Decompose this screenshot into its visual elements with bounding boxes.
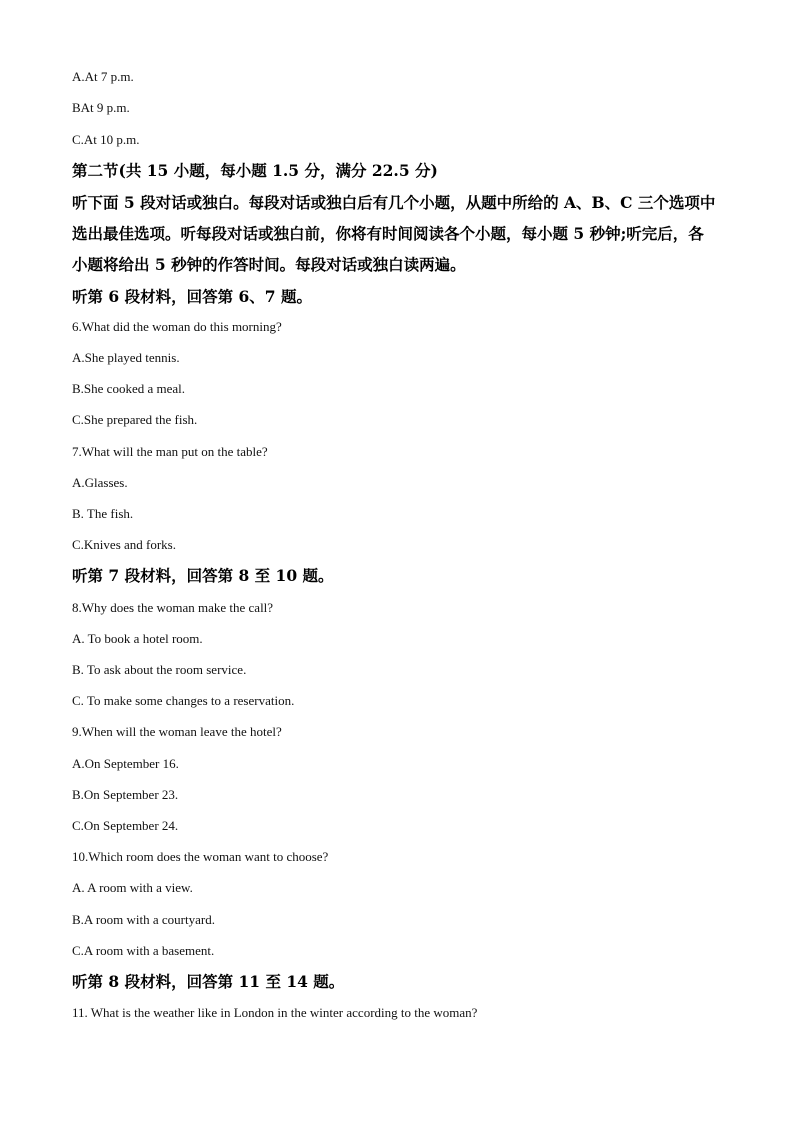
q8-text: 8.Why does the woman make the call? [72, 600, 274, 615]
q9-option-b: B.On September 23. [72, 787, 179, 802]
q5-option-b: BAt 9 p.m. [72, 100, 130, 115]
q5-option-a: A.At 7 p.m. [72, 69, 134, 84]
passage7-heading: 听第 7 段材料，回答第 8 至 10 题。 [72, 566, 334, 585]
q7-option-a: A.Glasses. [72, 475, 128, 490]
section-title: 第二节(共 15 小题，每小题 1.5 分，满分 22.5 分) [72, 161, 438, 180]
q7-option-c: C.Knives and forks. [72, 537, 176, 552]
q7-text: 7.What will the man put on the table? [72, 444, 268, 459]
q9-option-c: C.On September 24. [72, 818, 179, 833]
q10-text: 10.Which room does the woman want to choose? [72, 849, 329, 864]
passage8-heading: 听第 8 段材料，回答第 11 至 14 题。 [72, 972, 345, 991]
q10-option-b: B.A room with a courtyard. [72, 912, 215, 927]
passage6-heading: 听第 6 段材料，回答第 6、7 题。 [72, 287, 312, 306]
instructions-line-3: 小题将给出 5 秒钟的作答时间。每段对话或独白读两遍。 [72, 255, 466, 274]
instructions-line-1: 听下面 5 段对话或独白。每段对话或独白后有几个小题，从题中所给的 A、B、C 三个选项中 [72, 193, 716, 212]
q10-option-a: A. A room with a view. [72, 880, 193, 895]
q11-text: 11. What is the weather like in London in the winter according to the woman? [72, 1005, 478, 1020]
q10-option-c: C.A room with a basement. [72, 943, 215, 958]
q6-option-a: A.She played tennis. [72, 350, 180, 365]
q7-option-b: B. The fish. [72, 506, 134, 521]
q9-text: 9.When will the woman leave the hotel? [72, 724, 282, 739]
q6-text: 6.What did the woman do this morning? [72, 319, 282, 334]
q6-option-c: C.She prepared the fish. [72, 412, 198, 427]
q9-option-a: A.On September 16. [72, 756, 179, 771]
q8-option-b: B. To ask about the room service. [72, 662, 247, 677]
q6-option-b: B.She cooked a meal. [72, 381, 185, 396]
q8-option-a: A. To book a hotel room. [72, 631, 203, 646]
q5-option-c: C.At 10 p.m. [72, 132, 140, 147]
q8-option-c: C. To make some changes to a reservation. [72, 693, 295, 708]
instructions-line-2: 选出最佳选项。听每段对话或独白前，你将有时间阅读各个小题，每小题 5 秒钟;听完后，各 [72, 224, 704, 243]
